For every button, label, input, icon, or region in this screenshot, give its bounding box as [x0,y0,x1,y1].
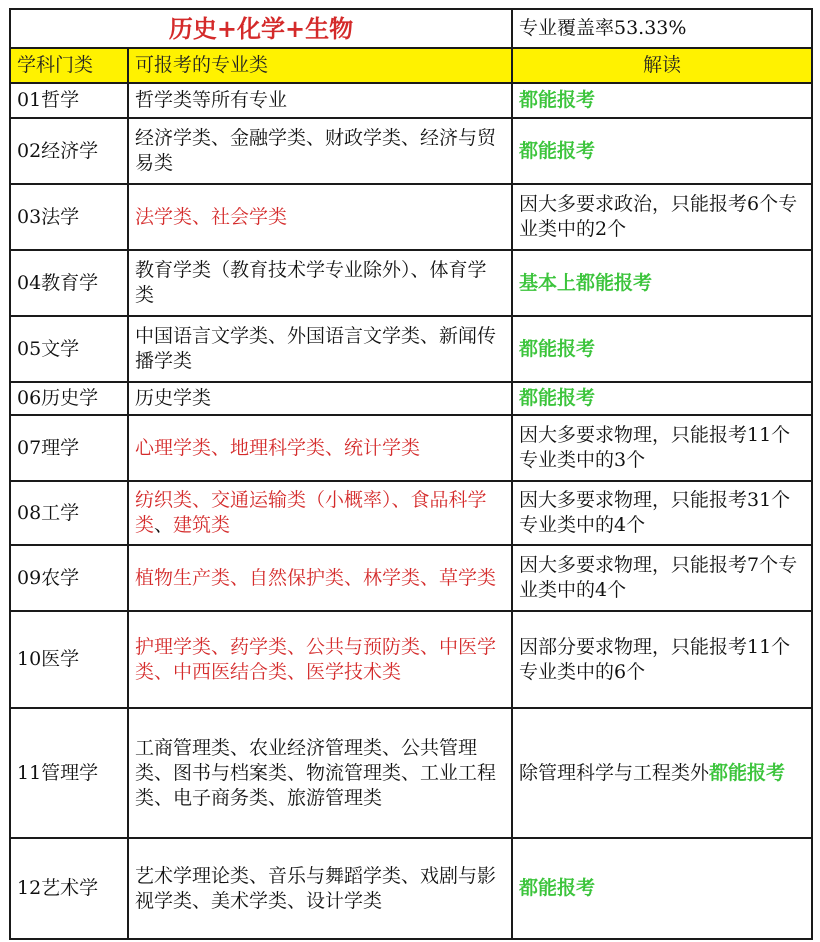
row-category: 04教育学 [10,250,128,316]
title-row [10,9,812,48]
row-category: 10医学 [10,611,128,708]
row-majors: 法学类、社会学类 [128,184,512,250]
table-row [10,184,812,250]
row-note: 都能报考 [512,838,812,939]
table-row [10,382,812,415]
row-note: 因部分要求物理，只能报考11个专业类中的6个 [512,611,812,708]
row-category: 11管理学 [10,708,128,838]
row-note: 都能报考 [512,382,812,415]
row-category: 06历史学 [10,382,128,415]
row-category: 09农学 [10,545,128,611]
row-majors: 工商管理类、农业经济管理类、公共管理类、图书与档案类、物流管理类、工业工程类、电子商务类、旅游管理类 [128,708,512,838]
row-majors: 哲学类等所有专业 [128,83,512,118]
header-majors: 可报考的专业类 [128,48,512,83]
row-majors: 心理学类、地理科学类、统计学类 [128,415,512,481]
header-row [10,48,812,83]
table-row [10,545,812,611]
row-majors: 教育学类（教育技术学专业除外）、体育学类 [128,250,512,316]
row-note: 因大多要求物理，只能报考7个专业类中的4个 [512,545,812,611]
majors-separator: 、 [154,514,174,536]
table-row [10,316,812,382]
subject-major-table [9,8,813,940]
row-majors: 植物生产类、自然保护类、林学类、草学类 [128,545,512,611]
table-row [10,481,812,545]
row-majors [128,481,512,545]
majors-red-part: 建筑类 [173,514,231,536]
row-note [512,708,812,838]
row-category: 03法学 [10,184,128,250]
header-note: 解读 [512,48,812,83]
row-note: 都能报考 [512,83,812,118]
table-row [10,118,812,184]
table-row [10,83,812,118]
row-note: 因大多要求物理，只能报考11个专业类中的3个 [512,415,812,481]
table-row [10,838,812,939]
row-majors: 经济学类、金融学类、财政学类、经济与贸易类 [128,118,512,184]
row-category: 01哲学 [10,83,128,118]
table-row [10,611,812,708]
row-majors: 艺术学理论类、音乐与舞蹈学类、戏剧与影视学类、美术学类、设计学类 [128,838,512,939]
row-note: 因大多要求物理，只能报考31个专业类中的4个 [512,481,812,545]
row-category: 12艺术学 [10,838,128,939]
note-green-part: 都能报考 [709,761,786,784]
table-row [10,250,812,316]
row-majors: 护理学类、药学类、公共与预防类、中医学类、中西医结合类、医学技术类 [128,611,512,708]
table-row [10,415,812,481]
row-majors: 中国语言文学类、外国语言文学类、新闻传播学类 [128,316,512,382]
row-category: 07理学 [10,415,128,481]
row-note: 都能报考 [512,316,812,382]
row-note: 都能报考 [512,118,812,184]
row-category: 05文学 [10,316,128,382]
row-note: 因大多要求政治，只能报考6个专业类中的2个 [512,184,812,250]
row-majors: 历史学类 [128,382,512,415]
row-category: 02经济学 [10,118,128,184]
coverage-rate: 专业覆盖率53.33% [512,9,812,48]
majors-red-part: 纺织类、交通运输类（小概率）、食品科学类 [135,489,487,536]
header-category: 学科门类 [10,48,128,83]
row-note: 基本上都能报考 [512,250,812,316]
combination-title: 历史+化学+生物 [10,9,512,48]
row-category: 08工学 [10,481,128,545]
note-normal-part: 除管理科学与工程类外 [519,761,710,784]
table-row [10,708,812,838]
